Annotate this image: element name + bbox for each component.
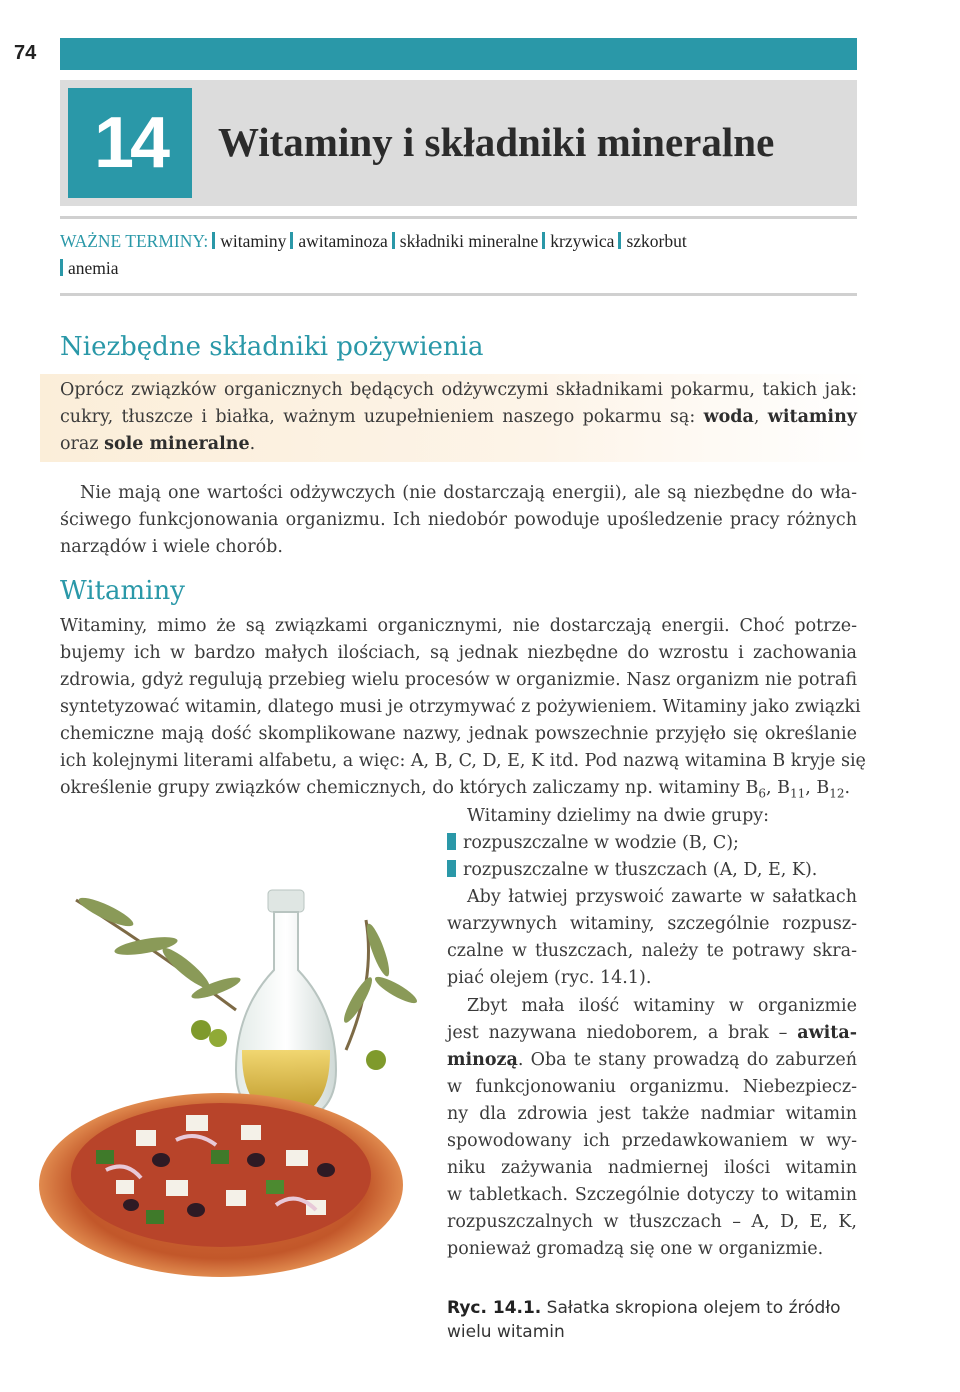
section-heading: Niezbędne składniki pożywienia [60, 332, 484, 362]
paragraph: Zbyt mała ilość witaminy w organizmie jest nazywana niedoborem, a brak – awita- minozą. Oba te stany prowadzą do zaburzeń w funkcjonowaniu organizmu. Niebezpiecz- ny dla zdrowia jest także nadmiar witamin spowodowany ich przedawkowaniem w wy- niku zażywania nadmiernej ilości witamin w tabletkach. Szczególnie dotyczy to witamin rozpuszczalnych w tłuszczach – A, D, E, K, ponieważ gromadzą się one w organizmie. [447, 996, 857, 1259]
figure-label: Ryc. 14.1. [447, 1298, 542, 1318]
paragraph: Nie mają one wartości odżywczych (nie dostarczają energii), ale są niezbędne do wła- ściwego funkcjonowania organizmu. Ich niedobór powoduje upośledzenie pracy różnych narządów i wiele chorób. [60, 483, 857, 557]
term: szkorbut [626, 231, 687, 251]
term: witaminy [220, 231, 287, 251]
section-heading: Witaminy [60, 576, 185, 606]
top-accent-bar [60, 38, 857, 70]
olive-icon [209, 1029, 227, 1047]
term: anemia [68, 258, 119, 278]
chapter-title: Witaminy i składniki mineralne [218, 119, 775, 165]
divider [60, 293, 857, 296]
figure-caption: Ryc. 14.1. Sałatka skropiona olejem to źródło wielu witamin [447, 1298, 841, 1342]
key-terms [60, 228, 857, 282]
term: awitaminoza [298, 231, 388, 251]
olive-icon [366, 1050, 386, 1070]
olive-icon [191, 1020, 211, 1040]
vitamin-groups: Witaminy dzielimy na dwie grupy: rozpuszczalne w wodzie (B, C); rozpuszczalne w tłuszczach (A, D, E, K). [447, 803, 857, 884]
paragraph: Aby łatwiej przyswoić zawarte w sałatkach warzywnych witaminy, szczególnie rozpusz- czalne w tłuszczach, należy te potrawy skra- piać olejem (ryc. 14.1). [447, 887, 857, 988]
term: składniki mineralne [399, 231, 539, 251]
list-item: rozpuszczalne w wodzie (B, C); [447, 830, 857, 857]
salad-photo [36, 860, 436, 1280]
term: krzywica [550, 231, 615, 251]
list-item: rozpuszczalne w tłuszczach (A, D, E, K). [447, 857, 857, 884]
paragraph: Witaminy, mimo że są związkami organicznymi, nie dostarczają energii. Choć potrze- bujemy ich w bardzo małych ilościach, są jednak niezbędne do wzrostu i zachowania zdrowia, gdyż regulują przebieg wielu procesów w organizmie. Nasz organizm nie potrafi syntetyzować witamin, dlatego musi je otrzymywać z pożywieniem. Witaminy jako związki chemiczne mają dość skomplikowane nazwy, jednak powszechnie przyjęło się określanie ich kolejnymi literami alfabetu, a więc: A, B, C, D, E, K itd. Pod nazwą witamina B kryje się określenie grupy związków chemicznych, do których zaliczamy np. witaminy $B_6$, $B_{11}$, $B_{12}$. [60, 616, 866, 801]
oil-bottle-icon [236, 890, 336, 1122]
intro-paragraph: Oprócz związków organicznych będących odżywczymi składnikami pokarmu, takich jak: cukry, tłuszcze i białka, ważnym uzupełnieniem naszego pokarmu są: woda, witaminy oraz sole mineralne. [60, 380, 857, 454]
divider [60, 216, 857, 219]
key-terms-label: WAŻNE TERMINY: [60, 231, 209, 251]
chapter-number: 14 [68, 88, 192, 198]
page-number: 74 [14, 42, 37, 64]
